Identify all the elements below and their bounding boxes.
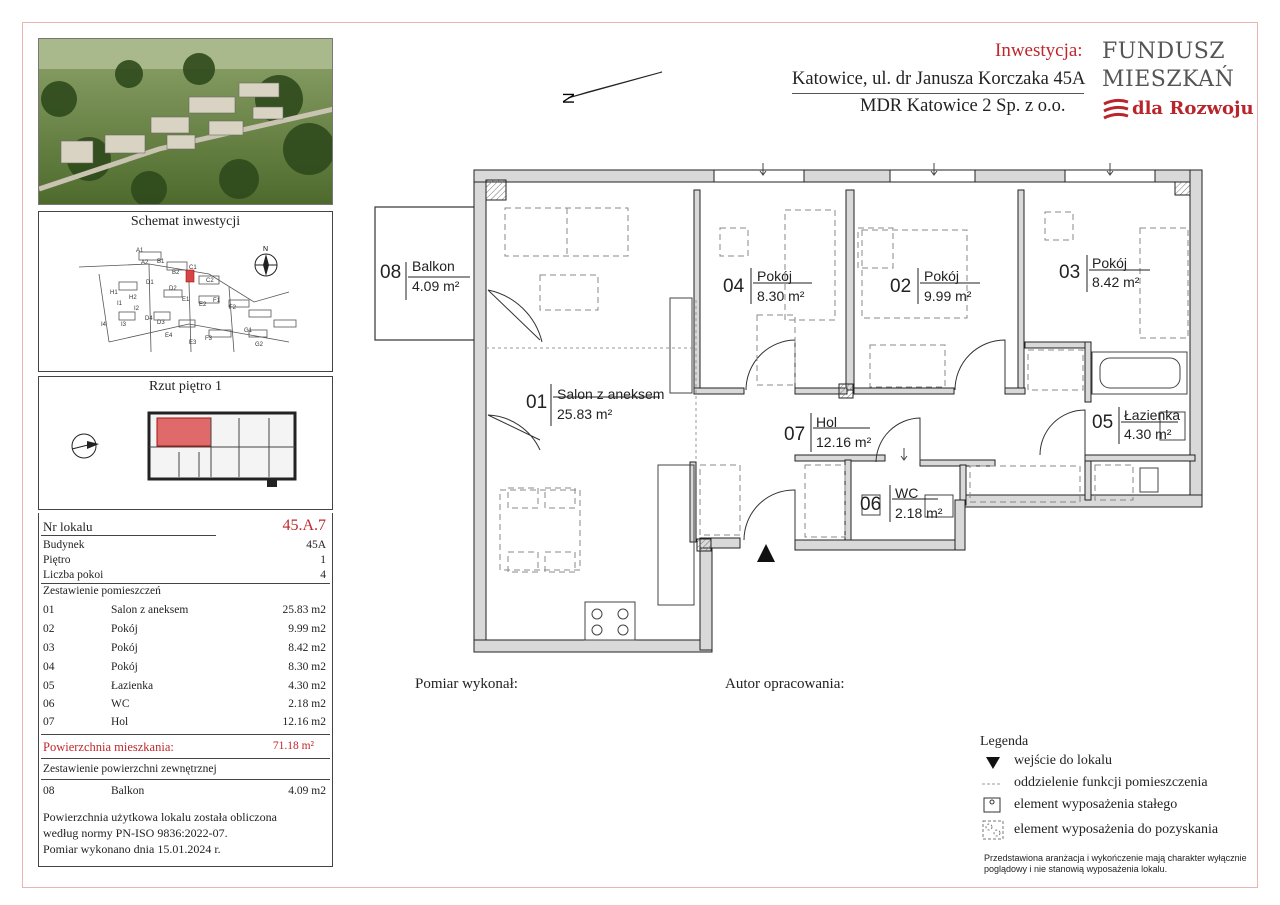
separation-line-icon — [982, 782, 1002, 786]
legend-item: wejście do lokalu — [1014, 753, 1112, 768]
plan-north-arrow-icon — [558, 70, 668, 110]
building-label: I3 — [121, 322, 127, 328]
room-name: WC — [895, 485, 919, 501]
building-label: F2 — [229, 305, 237, 311]
room-row: 07 Hol 12.16 m2 — [43, 716, 326, 728]
room-count-value: 4 — [320, 569, 326, 581]
room-name: Balkon — [412, 258, 455, 274]
room-number: 06 — [860, 494, 882, 515]
room-area: 9.99 m² — [924, 288, 972, 304]
apartment-floor-plan — [360, 150, 1220, 660]
building-label: A1 — [136, 248, 144, 254]
floor-overview-map — [39, 377, 334, 511]
building-label: H2 — [129, 295, 137, 301]
outdoor-heading: Zestawienie powierzchni zewnętrznej — [43, 763, 217, 775]
unit-number-value: 45.A.7 — [282, 517, 326, 534]
building-label: B2 — [172, 270, 180, 276]
building-label: D2 — [169, 286, 177, 292]
author-label: Autor opracowania: — [725, 676, 845, 692]
building-label: F1 — [213, 298, 221, 304]
floor-plan-overview-panel — [38, 376, 333, 510]
outdoor-row: 08 Balkon 4.09 m2 — [43, 785, 326, 797]
logo-mark-icon — [1102, 98, 1130, 122]
room-name: Łazienka — [1124, 407, 1181, 423]
rooms-heading: Zestawienie pomieszczeń — [43, 585, 161, 597]
legend-item: element wyposażenia stałego — [1014, 797, 1178, 812]
building-label: E4 — [165, 333, 173, 339]
legend-item: element wyposażenia do pozyskania — [1014, 822, 1219, 837]
building-label: E3 — [189, 340, 197, 346]
investment-label: Inwestycja: — [995, 40, 1083, 61]
svg-text:N: N — [263, 246, 269, 253]
investment-scheme-title: Schemat inwestycji — [130, 214, 241, 229]
room-area: 8.42 m² — [1092, 274, 1140, 290]
investment-scheme-map — [39, 212, 334, 373]
legend-item: oddzielenie funkcji pomieszczenia — [1014, 775, 1208, 790]
room-number: 04 — [723, 276, 745, 297]
header-divider — [792, 93, 1084, 94]
fixed-equipment-icon — [983, 797, 1001, 813]
compass-icon — [72, 434, 99, 458]
floor-value: 1 — [320, 554, 326, 566]
building-value: 45A — [306, 539, 326, 551]
investment-company: MDR Katowice 2 Sp. z o.o. — [860, 96, 1066, 116]
room-row: 01 Salon z aneksem 25.83 m2 — [43, 604, 326, 616]
building-label: Budynek — [43, 539, 85, 551]
total-area-value: 71.18 m² — [272, 740, 314, 752]
building-label: H1 — [110, 290, 118, 296]
room-number: 07 — [784, 424, 806, 445]
building-label: D1 — [146, 280, 154, 286]
area-footnote: Powierzchnia użytkowa lokalu została obliczona według normy PN-ISO 9836:2022-07. Pomiar wykonano dnia 15.01.2024 r. — [43, 810, 277, 856]
floor-overview-title: Rzut piętro 1 — [148, 379, 223, 394]
total-area-label: Powierzchnia mieszkania: — [43, 740, 174, 754]
building-label: D4 — [145, 316, 153, 322]
room-area: 12.16 m² — [816, 434, 872, 450]
room-number: 08 — [380, 262, 402, 283]
room-area: 4.30 m² — [1124, 426, 1172, 442]
building-label: C1 — [189, 265, 197, 271]
room-name: Pokój — [1092, 255, 1128, 271]
room-number: 05 — [1092, 412, 1114, 433]
entrance-marker-icon — [986, 757, 1000, 769]
room-area: 25.83 m² — [557, 406, 613, 422]
room-number: 02 — [890, 276, 912, 297]
legend-disclaimer: Przedstawiona aranżacja i wykończenie mają charakter wyłącznie poglądowy i nie stanowią wyposażenia lokalu. — [984, 853, 1247, 874]
entrance-marker-icon — [757, 544, 775, 562]
building-label: I1 — [117, 301, 123, 307]
building-label: E2 — [199, 302, 207, 308]
room-row: 03 Pokój 8.42 m2 — [43, 642, 326, 654]
building-label: I4 — [101, 322, 107, 328]
movable-equipment-icon — [982, 820, 1004, 840]
building-label: G1 — [244, 328, 253, 334]
building-label: G2 — [255, 342, 264, 348]
floor-label: Piętro — [43, 554, 71, 566]
room-name: Salon z aneksem — [557, 386, 665, 402]
building-label: I2 — [134, 306, 140, 312]
room-area: 2.18 m² — [895, 505, 943, 521]
unit-info-table — [38, 513, 333, 867]
room-area: 4.09 m² — [412, 278, 460, 294]
building-label: C2 — [206, 278, 214, 284]
unit-number-label: Nr lokalu — [43, 519, 93, 534]
room-row: 05 Łazienka 4.30 m2 — [43, 680, 326, 692]
room-row: 04 Pokój 8.30 m2 — [43, 661, 326, 673]
room-name: Pokój — [924, 268, 960, 284]
room-number: 01 — [526, 392, 548, 413]
building-label: B1 — [157, 259, 165, 265]
room-row: 02 Pokój 9.99 m2 — [43, 623, 326, 635]
measured-by-label: Pomiar wykonał: — [415, 676, 518, 692]
room-name: Hol — [816, 414, 838, 430]
svg-text:N: N — [561, 92, 578, 104]
legend-title: Legenda — [980, 734, 1029, 749]
compass-icon — [255, 246, 277, 276]
room-area: 8.30 m² — [757, 288, 805, 304]
investment-address: Katowice, ul. dr Janusza Korczaka 45A — [792, 69, 1086, 89]
investment-rendering — [38, 38, 333, 205]
building-label: E1 — [182, 297, 190, 303]
room-name: Pokój — [757, 268, 793, 284]
room-row: 06 WC 2.18 m2 — [43, 698, 326, 710]
investment-scheme-panel — [38, 211, 333, 372]
building-label: A2 — [141, 260, 149, 266]
fundusz-logo: FUNDUSZ MIESZKAŃ dla Rozwoju — [1102, 38, 1242, 128]
room-number: 03 — [1059, 262, 1081, 283]
building-label: F3 — [205, 336, 213, 342]
building-label: D3 — [157, 320, 165, 326]
room-count-label: Liczba pokoi — [43, 569, 104, 581]
